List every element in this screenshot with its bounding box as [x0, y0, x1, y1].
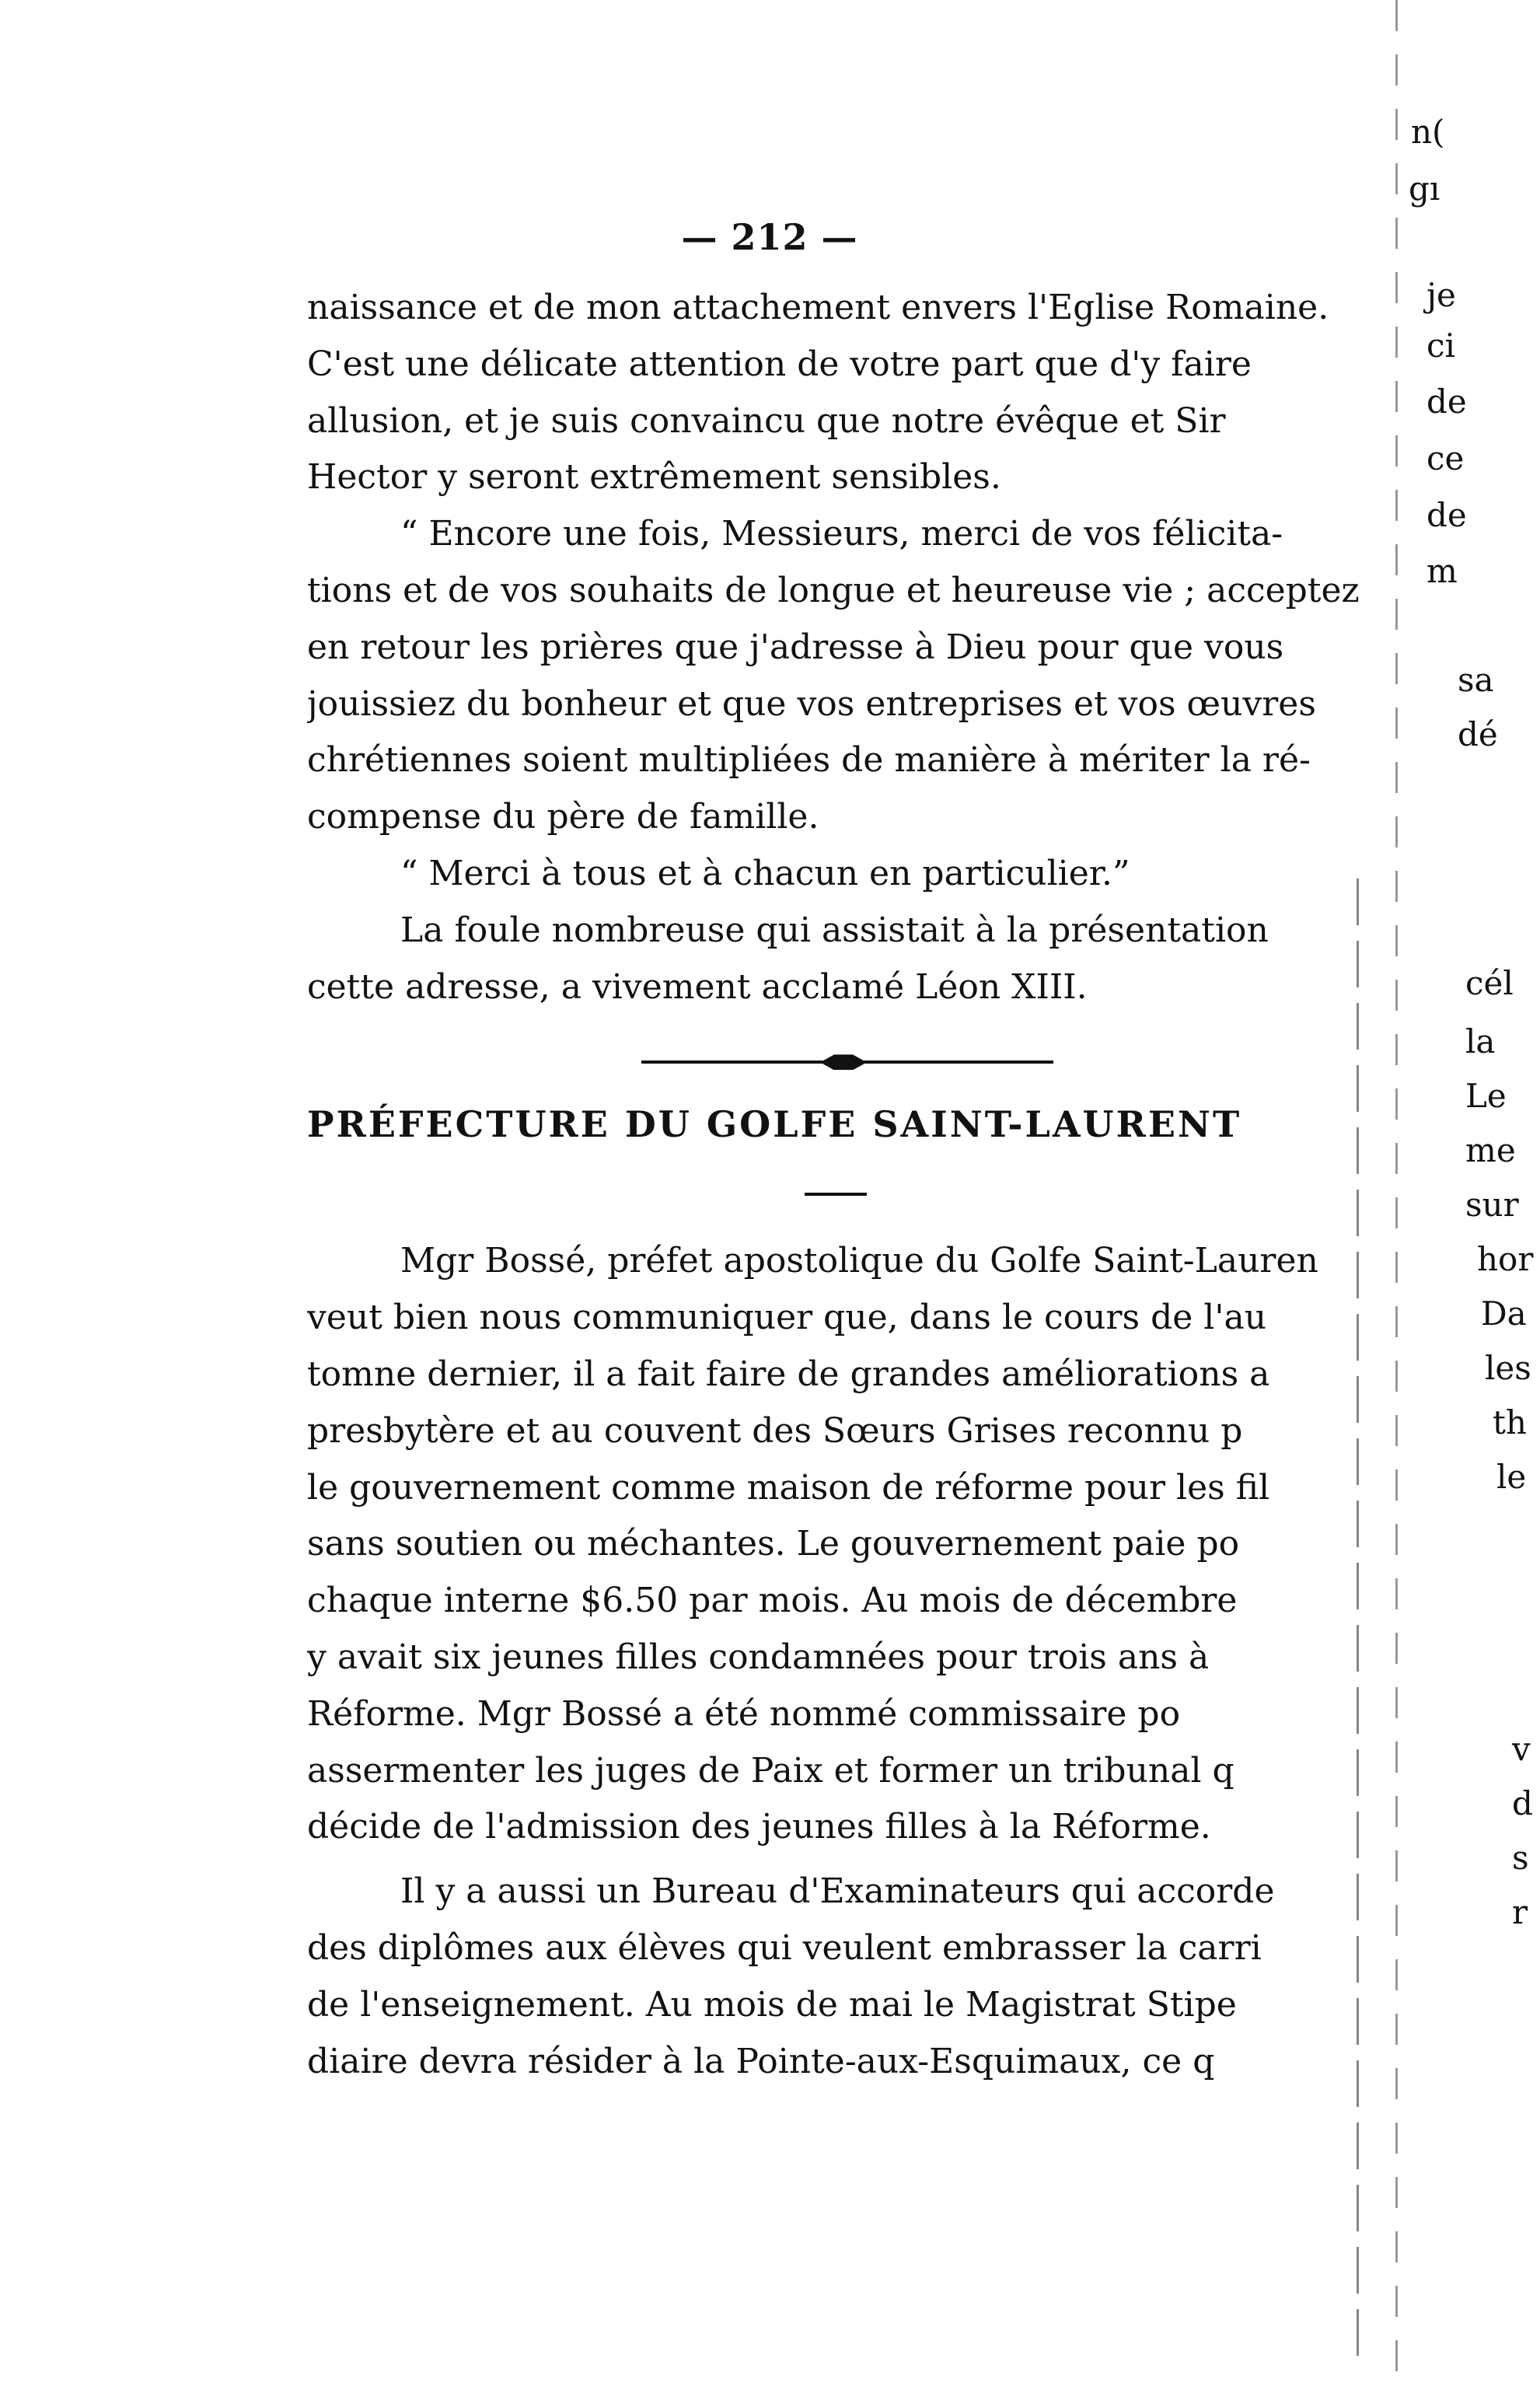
margin-fragment: cél [1465, 964, 1514, 1002]
margin-fragment: th [1493, 1403, 1527, 1441]
adjacent-page-fragments [1392, 0, 1540, 2390]
text-line: Réforme. Mgr Bossé a été nommé commissaire po [307, 1693, 1181, 1734]
text-line: le gouvernement comme maison de réforme pour les fil [307, 1467, 1270, 1508]
text-line: chaque interne $6.50 par mois. Au mois de décembre [307, 1581, 1238, 1621]
margin-fragment: Le [1465, 1077, 1507, 1115]
text-line: Mgr Bossé, préfet apostolique du Golfe Saint-Lauren [400, 1241, 1318, 1281]
text-line: sans soutien ou méchantes. Le gouvernement paie po [307, 1524, 1240, 1564]
margin-fragment: d [1512, 1784, 1533, 1822]
section-heading: PRÉFECTURE DU GOLFE SAINT-LAURENT [307, 1103, 1242, 1146]
text-line: presbytère et au couvent des Sœurs Grises reconnu p [307, 1410, 1243, 1451]
text-line: naissance et de mon attachement envers l'Eglise Romaine. [307, 288, 1329, 327]
margin-fragment: ce [1427, 439, 1465, 477]
text-line: allusion, et je suis convaincu que notre évêque et Sir [307, 400, 1226, 441]
text-line: en retour les prières que j'adresse à Dieu pour que vous [307, 627, 1284, 667]
margin-fragment: gı [1409, 169, 1440, 208]
margin-fragment: v [1512, 1730, 1531, 1768]
margin-fragment: m [1427, 552, 1458, 590]
paragraph-merci [307, 846, 1380, 903]
margin-fragment: de [1427, 383, 1467, 421]
text-line: La foule nombreuse qui assistait à la présentation [400, 910, 1269, 950]
margin-fragment: ci [1427, 327, 1455, 365]
text-line: diaire devra résider à la Pointe-aux-Esquimaux, ce q [307, 2041, 1215, 2081]
text-line: “ Encore une fois, Messieurs, merci de vos félicita- [400, 514, 1283, 554]
heading-dash [307, 1155, 1380, 1233]
text-line: veut bien nous communiquer que, dans le cours de l'au [307, 1298, 1267, 1338]
text-line: cette adresse, a vivement acclamé Léon XIII. [307, 966, 1088, 1007]
text-line: C'est une délicate attention de votre part que d'y faire [307, 344, 1252, 384]
margin-fragment: r [1512, 1893, 1528, 1931]
text-line: assermenter les juges de Paix et former un tribunal q [307, 1750, 1234, 1791]
paragraph-bosse [307, 1233, 1380, 1856]
margin-fragment: Da [1481, 1295, 1527, 1333]
page-number: — 212 — [681, 216, 858, 258]
text-line: jouissiez du bonheur et que vos entreprises et vos œuvres [307, 683, 1316, 724]
text-block-bottom [307, 1233, 1380, 2090]
margin-fragment: je [1427, 276, 1456, 314]
margin-fragment: les [1485, 1349, 1531, 1387]
text-line: compense du père de famille. [307, 797, 819, 837]
text-block-top [307, 280, 1380, 1015]
margin-fragment: sa [1458, 661, 1494, 699]
main-text-column [307, 210, 1380, 2090]
margin-fragment: sur [1465, 1186, 1519, 1224]
divider-ornament [820, 1054, 867, 1070]
margin-fragment: n( [1411, 113, 1445, 151]
dash-rule [805, 1193, 867, 1196]
text-line: “ Merci à tous et à chacun en particulier.” [400, 853, 1130, 893]
margin-fragment: me [1465, 1131, 1516, 1169]
margin-fragment: la [1465, 1022, 1496, 1060]
paragraph-bureau [307, 1864, 1380, 2090]
text-line: tomne dernier, il a fait faire de grandes améliorations a [307, 1354, 1270, 1394]
text-line: chrétiennes soient multipliées de manière à mériter la ré- [307, 740, 1311, 781]
margin-fragment: de [1427, 496, 1467, 534]
paragraph-foule [307, 903, 1380, 1016]
margin-fragment: dé [1458, 715, 1498, 753]
paragraph-continuation [307, 280, 1380, 506]
text-line: y avait six jeunes filles condamnées pour trois ans à [307, 1637, 1210, 1677]
ornamental-divider [307, 1039, 1380, 1085]
text-line: tions et de vos souhaits de longue et heureuse vie ; acceptez [307, 570, 1360, 610]
margin-fragment: s [1512, 1839, 1529, 1877]
text-line: Il y a aussi un Bureau d'Examinateurs qui accorde [400, 1871, 1275, 1912]
margin-fragment: le [1496, 1458, 1527, 1496]
text-line: Hector y seront extrêmement sensibles. [307, 457, 1001, 498]
paragraph-encore [307, 506, 1380, 846]
text-line: de l'enseignement. Au mois de mai le Magistrat Stipe [307, 1984, 1237, 2025]
margin-fragment: hor [1477, 1240, 1534, 1278]
text-line: décide de l'admission des jeunes filles à la Réforme. [307, 1807, 1211, 1847]
text-line: des diplômes aux élèves qui veulent embrasser la carri [307, 1927, 1262, 1968]
